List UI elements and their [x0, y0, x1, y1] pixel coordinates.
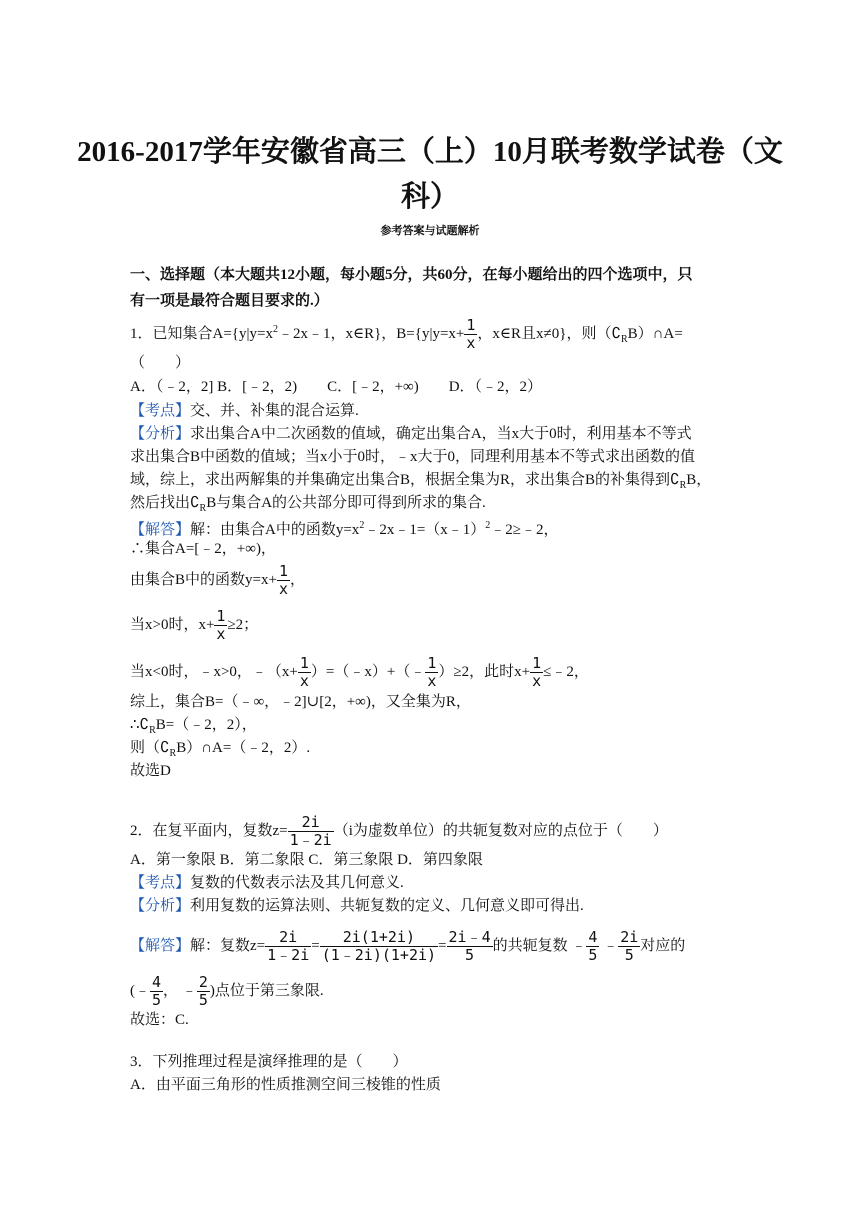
- q1-solution-line9: 故选D: [130, 763, 171, 779]
- document-subtitle: 参考答案与试题解析: [380, 225, 480, 237]
- q1-analysis-line4: 然后找出$∁_RB$与集合A的公共部分即可得到所求的集合.: [130, 495, 486, 514]
- q1-analysis: 【分析】求出集合A中二次函数的值域，确定出集合A，当x大于0时，利用基本不等式: [130, 426, 692, 442]
- fraction-1-over-x: $\frac{1}{x}$: [216, 607, 226, 643]
- fraction-2i-over-1-minus-2i: $\frac{2i}{1﹣2i}$: [267, 928, 310, 964]
- fraction-1-over-x: $\frac{1}{x}$: [427, 654, 437, 690]
- q2-options: A．第一象限 B．第二象限 C．第三象限 D．第四象限: [130, 852, 483, 868]
- q3-option-a: A．由平面三角形的性质推测空间三棱锥的性质: [130, 1077, 441, 1093]
- fraction-4-over-5: $\frac{4}{5}$: [588, 928, 598, 964]
- q1-solution-line4: 当x>0时，x+ $\frac{1}{x}$ ≥2；: [130, 607, 259, 643]
- q1-solution-line7: $\therefore∁_RB=(﹣2$，2），: [130, 717, 257, 736]
- q1-kaodian: 【考点】交、并、补集的混合运算.: [130, 403, 359, 419]
- q1-solution-line5: 当x<0时，﹣x>0，﹣（x+ $\frac{1}{x}$ ）=（﹣x）+（﹣ $\frac{1}{x}$ ）≥2，此时x+ $\frac{1}{x}$ ≤﹣2，: [130, 654, 589, 690]
- q2-stem: 2．在复平面内，复数z= $\frac{2i}{1﹣2i}$ （i为虚数单位）的共轭复数对应的点位于（ ）: [130, 813, 668, 849]
- fraction-2i-over-1-minus-2i: $\frac{2i}{1﹣2i}$: [289, 813, 332, 849]
- q3-stem: 3．下列推理过程是演绎推理的是（ ）: [130, 1054, 408, 1070]
- q2-solution: 【解答】解：复数z= $\frac{2i}{1﹣2i}$ = $\frac{2i(1+2i)}{(1﹣2i)(1+2i)}$ = $\frac{2i﹣4}{5}$ 的共轭复数 ﹣ $\frac{4}{5}$ ﹣ $\frac{2i}{5}$ 对应的: [130, 928, 686, 964]
- fraction-2i-over-5: $\frac{2i}{5}$: [620, 928, 639, 964]
- section-heading: 一、选择题（本大题共12小题，每小题5分，共60分，在每小题给出的四个选项中，只: [130, 267, 693, 283]
- q1-analysis-line2: 求出集合B中函数的值域；当x小于0时，﹣x大于0，同理利用基本不等式求出函数的值: [130, 449, 696, 465]
- fraction-1-over-x: $\frac{1}{x}$: [278, 562, 288, 598]
- q1-solution-line2: ∴集合A=[﹣2，+∞)，: [130, 541, 276, 557]
- q1-solution: 【解答】解：由集合A中的函数$y=x^2﹣2x﹣1=(x﹣1)^2﹣2\ge﹣2$，: [130, 520, 559, 538]
- fraction-2-over-5: $\frac{2}{5}$: [198, 973, 208, 1009]
- q1-stem: 1．已知集合$A=\{y|y=x^2﹣2x﹣1$，x∈R}，B={y|y=x+ $\frac{1}{x}$ ，x∈R且x≠0}，则$(∁_RB)\cap A=$: [130, 316, 683, 352]
- q1-analysis-line3: 域，综上，求出两解集的并集确定出集合B，根据全集为R，求出集合B的补集得到$∁_RB$，: [130, 472, 712, 491]
- section-heading-continued: 有一项是最符合题目要求的.）: [130, 293, 329, 309]
- q2-kaodian: 【考点】复数的代数表示法及其几何意义.: [130, 875, 404, 891]
- fraction-1-over-x: $\frac{1}{x}$: [466, 316, 476, 352]
- fraction-1-over-x: $\frac{1}{x}$: [299, 654, 309, 690]
- document-title-continued: 科）: [400, 181, 459, 213]
- q1-options: A．（﹣2，2] B．[﹣2，2) C．[﹣2，+∞) D．（﹣2，2）: [130, 379, 543, 395]
- q1-solution-line6: 综上，集合B=（﹣∞，﹣2]∪[2，+∞)，又全集为R，: [130, 694, 471, 710]
- fraction-expanded: $\frac{2i(1+2i)}{(1﹣2i)(1+2i)}$: [321, 928, 437, 964]
- document-title: 2016-2017学年安徽省高三（上）10月联考数学试卷（文: [77, 136, 783, 168]
- q1-solution-line8: 则$(∁_RB)\cap A=(﹣2$，2）.: [130, 740, 311, 759]
- q1-answer-paren: （ ）: [130, 355, 191, 371]
- fraction-2i-minus-4-over-5: $\frac{2i﹣4}{5}$: [448, 928, 491, 964]
- q1-solution-line3: 由集合B中的函数y=x+ $\frac{1}{x}$ ，: [130, 562, 305, 598]
- q2-solution-line2: (﹣ $\frac{4}{5}$ ， ﹣ $\frac{2}{5}$ )点位于第三象限.: [130, 973, 324, 1009]
- q2-analysis: 【分析】利用复数的运算法则、共轭复数的定义、几何意义即可得出.: [130, 898, 584, 914]
- fraction-4-over-5: $\frac{4}{5}$: [152, 973, 162, 1009]
- q2-solution-line3: 故选：C.: [130, 1012, 189, 1028]
- fraction-1-over-x: $\frac{1}{x}$: [532, 654, 542, 690]
